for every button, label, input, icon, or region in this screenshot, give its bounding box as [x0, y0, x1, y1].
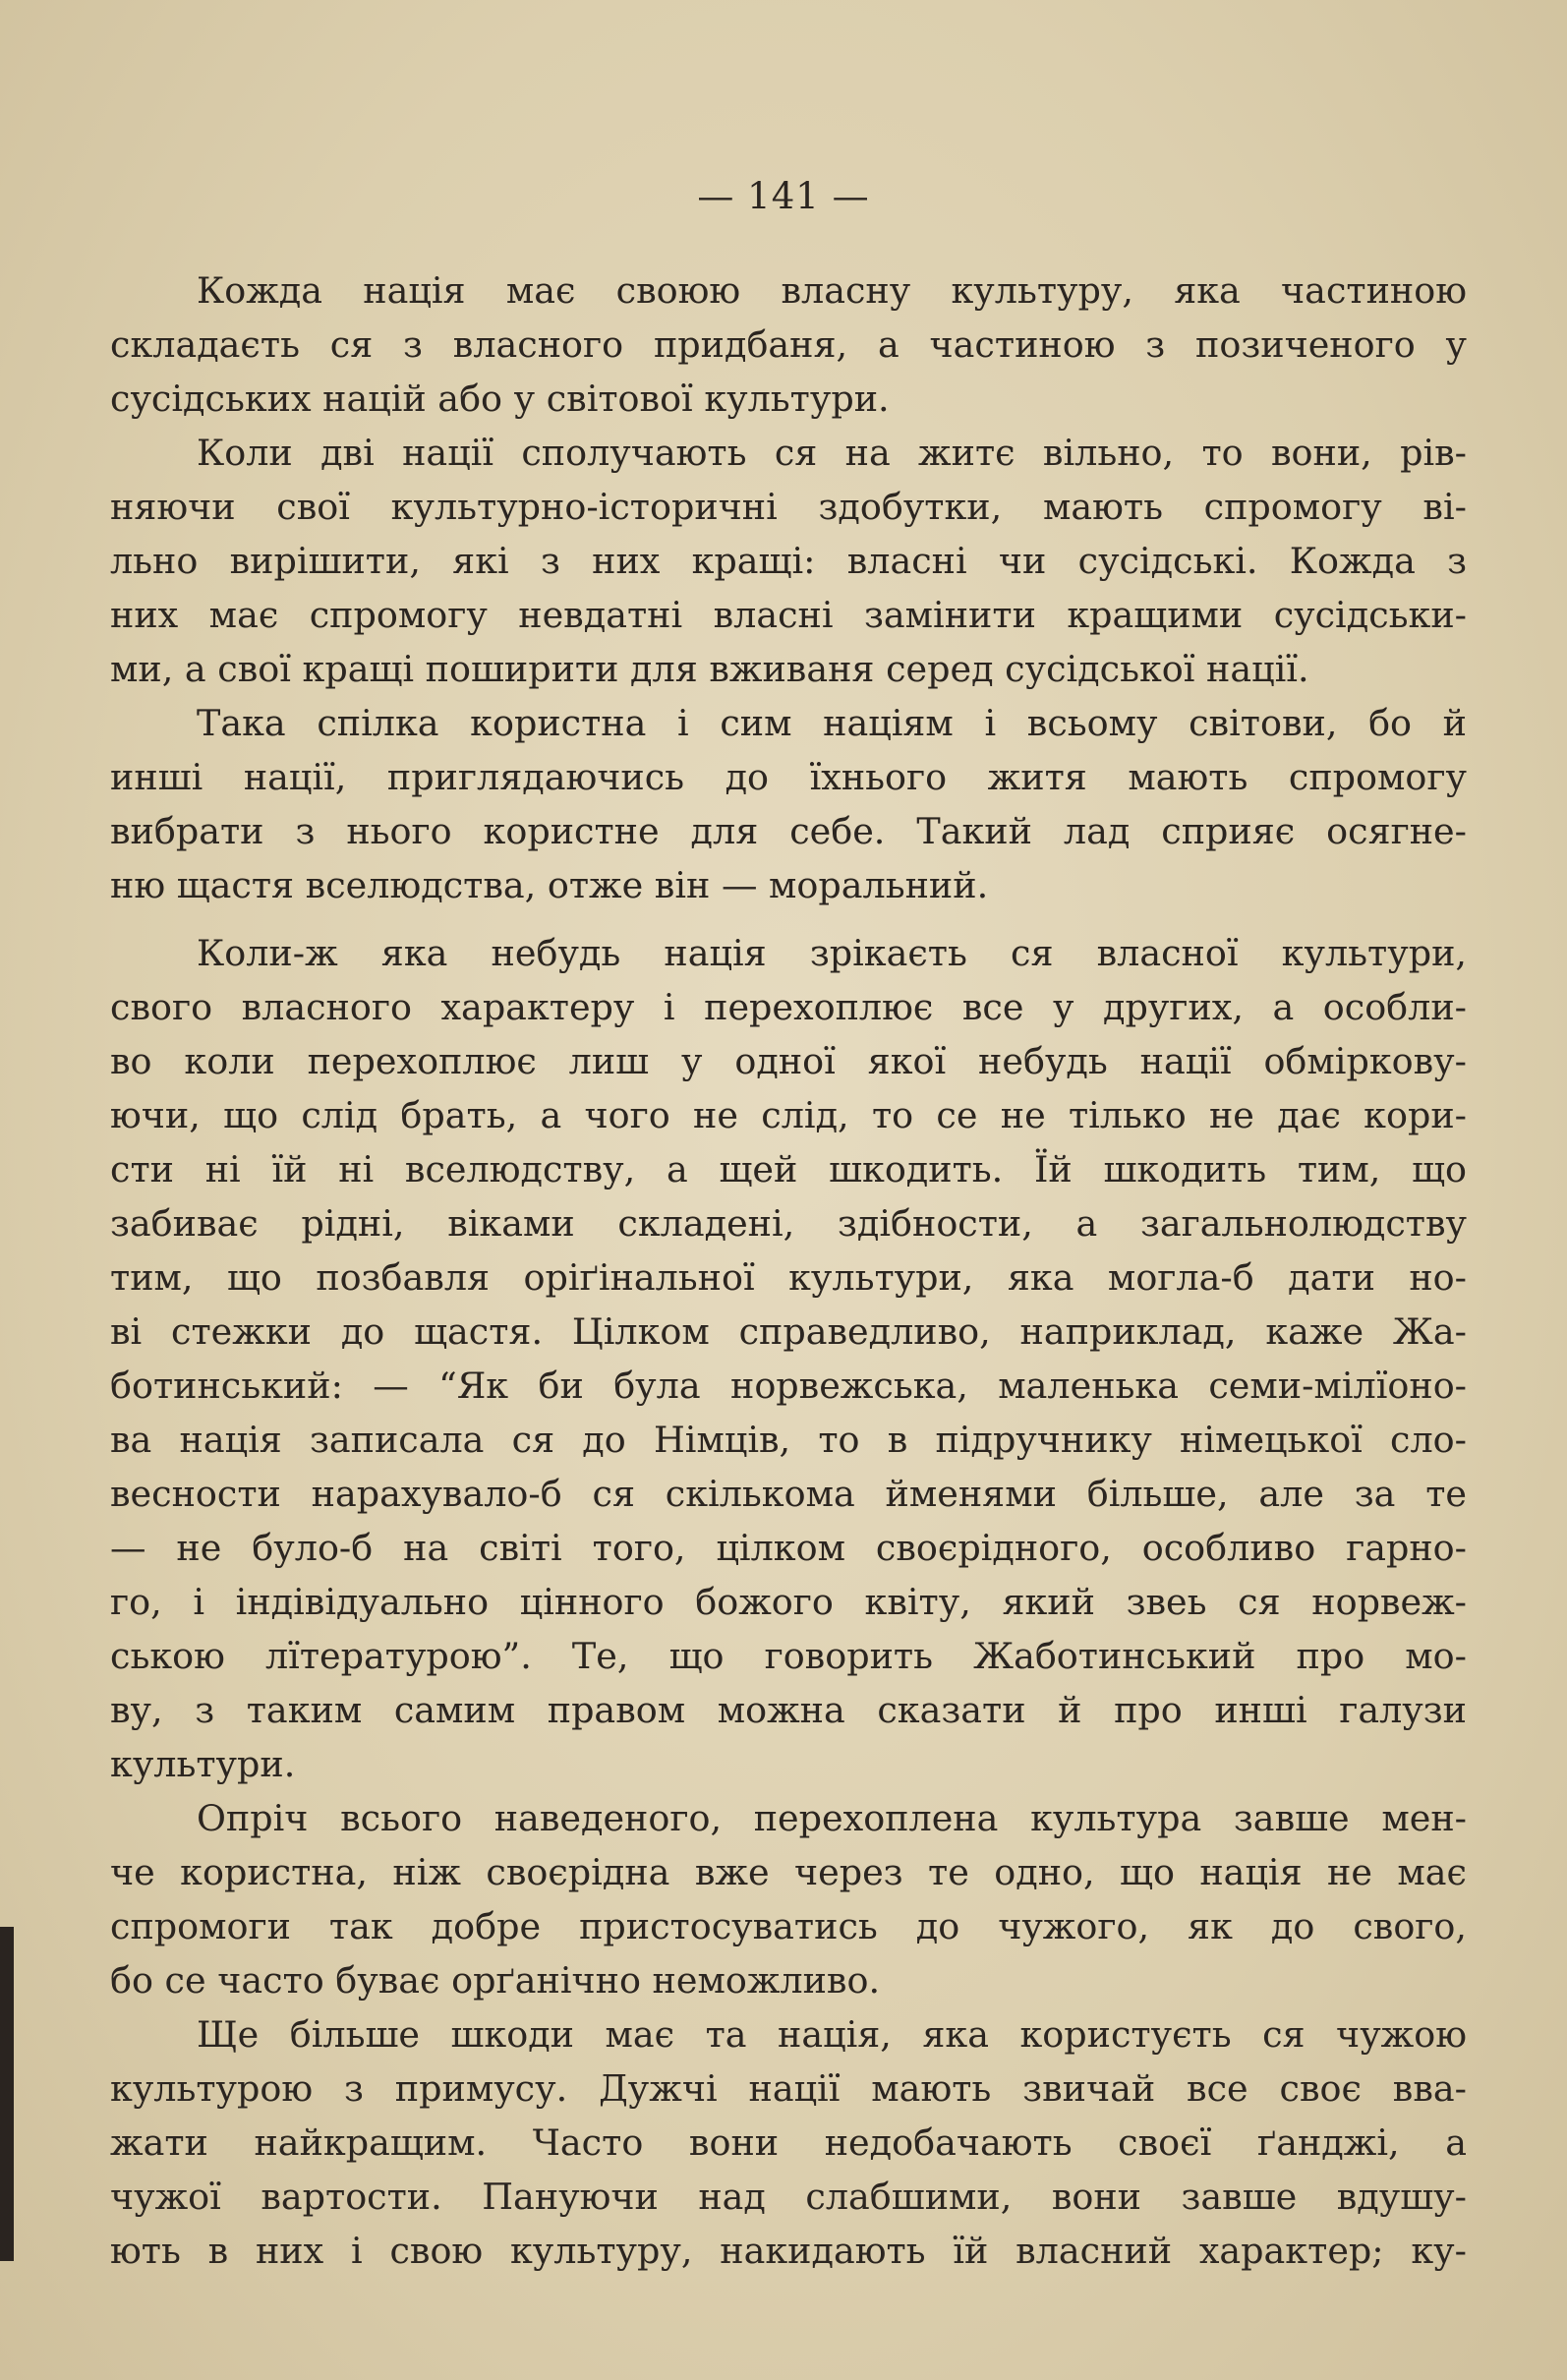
text-line: весности нарахувало-б ся скількома йменями більше, але за те [110, 1473, 1467, 1515]
text-line: ською лїтературою”. Те, що говорить Жаботинський про мо- [110, 1635, 1467, 1677]
text-line: го, і індівідуально цінного божого квіту, який звеь ся норвеж- [110, 1581, 1467, 1623]
paragraph [110, 926, 1467, 1791]
text-line: культури. [110, 1743, 296, 1785]
text-line: жати найкращим. Часто вони недобачають своєї ґанджі, а [110, 2121, 1467, 2164]
text-line: че користна, ніж своєрідна вже через те одно, що нація не має [110, 1851, 1467, 1893]
binding-shadow [0, 1927, 14, 2261]
text-line: няючи свої культурно-історичні здобутки, мають спромогу ві- [110, 486, 1467, 528]
text-line: Коли дві нації сполучають ся на житє вільно, то вони, рів- [197, 432, 1467, 474]
text-line: тим, що позбавля оріґінальної культури, яка могла-б дати но- [110, 1256, 1467, 1299]
paragraph [110, 263, 1467, 426]
text-line: бо се часто буває орґанічно неможливо. [110, 1959, 881, 2002]
text-line: сусідських націй або у світової культури. [110, 377, 890, 420]
text-line: во коли перехоплює лиш у одної якої небудь нації обміркову- [110, 1040, 1467, 1082]
text-line: ботинський: — “Як би була норвежська, маленька семи-мілїоно- [110, 1364, 1467, 1407]
body-text [110, 263, 1467, 2278]
text-line: Така спілка користна і сим націям і всьому світови, бо й [197, 702, 1467, 744]
text-line: инші нації, приглядаючись до їхнього житя мають спромогу [110, 756, 1467, 798]
text-line: забиває рідні, віками складені, здібности, а загальнолюдству [110, 1202, 1467, 1245]
text-line: них має спромогу невдатні власні замінити кращими сусідськи- [110, 594, 1467, 636]
text-line: свого власного характеру і перехоплює все у других, а особли- [110, 986, 1467, 1028]
text-line: Ще більше шкоди має та нація, яка користуєть ся чужою [197, 2013, 1467, 2056]
paragraph [110, 2007, 1467, 2278]
text-line: ва нація записала ся до Німців, то в підручнику німецької сло- [110, 1419, 1467, 1461]
text-line: Кожда нація має своюю власну культуру, яка частиною [197, 269, 1467, 312]
text-line: ючи, що слід брать, а чого не слід, то се не тілько не дає кори- [110, 1094, 1467, 1136]
text-line: складаєть ся з власного придбаня, а частиною з позиченого у [110, 323, 1467, 366]
text-line: ню щастя вселюдства, отже він — моральний. [110, 864, 989, 906]
text-line: сти ні їй ні вселюдству, а щей шкодить. Їй шкодить тим, що [110, 1148, 1467, 1190]
text-line: ми, а свої кращі поширити для вживаня серед сусідської нації. [110, 648, 1309, 690]
text-line: спромоги так добре пристосуватись до чужого, як до свого, [110, 1905, 1467, 1947]
text-line: — не було-б на світі того, цілком своєрідного, особливо гарно- [110, 1527, 1467, 1569]
text-line: чужої вартости. Пануючи над слабшими, вони завше вдушу- [110, 2176, 1467, 2218]
paragraph [110, 696, 1467, 912]
text-line: льно вирішити, які з них кращі: власні чи сусідські. Кожда з [110, 540, 1467, 582]
paragraph [110, 1791, 1467, 2007]
text-line: Опріч всього наведеного, перехоплена культура завше мен- [197, 1797, 1467, 1839]
text-line: ві стежки до щастя. Цілком справедливо, наприклад, каже Жа- [110, 1310, 1467, 1353]
text-line: ву, з таким самим правом можна сказати й про инші галузи [110, 1689, 1467, 1731]
text-line: вибрати з нього користне для себе. Такий лад сприяє осягне- [110, 810, 1467, 852]
text-line: культурою з примусу. Дужчі нації мають звичай все своє вва- [110, 2067, 1467, 2110]
page-number: — 141 — [697, 175, 870, 217]
text-line: Коли-ж яка небудь нація зрікаєть ся власної культури, [197, 932, 1467, 974]
paragraph [110, 426, 1467, 696]
text-line: ють в них і свою культуру, накидають їй власний характер; ку- [110, 2230, 1467, 2272]
